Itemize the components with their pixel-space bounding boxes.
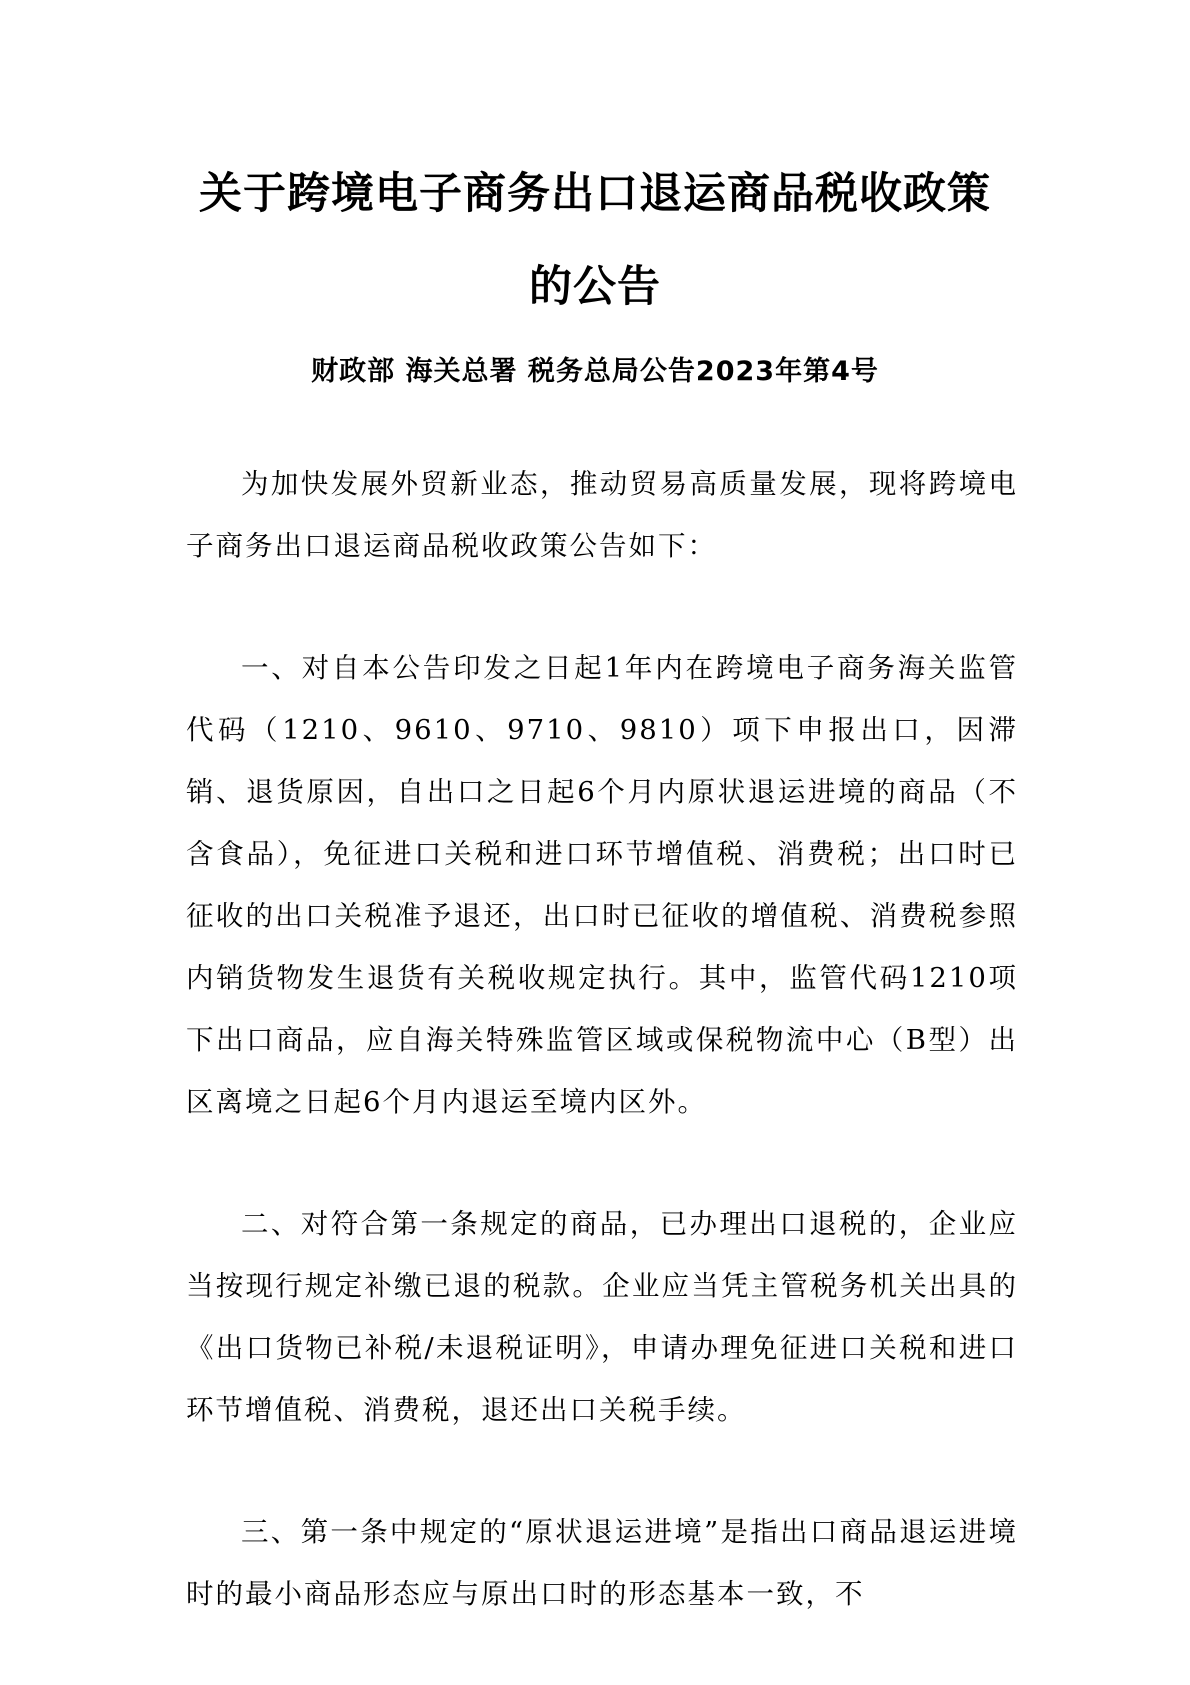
paragraph-article-3: 三、第一条中规定的“原状退运进境”是指出口商品退运进境时的最小商品形态应与原出口时的形态基本一致，不 xyxy=(186,1516,1018,1610)
paragraph-article-2: 二、对符合第一条规定的商品，已办理出口退税的，企业应当按现行规定补缴已退的税款。企业应当凭主管税务机关出具的《出口货物已补税/未退税证明》，申请办理免征进口关税和进口环节增值税、消费税，退还出口关税手续。 xyxy=(186,1208,1018,1426)
document-body xyxy=(186,453,1018,1685)
paragraph-intro: 为加快发展外贸新业态，推动贸易高质量发展，现将跨境电子商务出口退运商品税收政策公告如下： xyxy=(186,468,1018,562)
paragraph-article-1: 一、对自本公告印发之日起1年内在跨境电子商务海关监管代码（1210、9610、9710、9810）项下申报出口，因滞销、退货原因，自出口之日起6个月内原状退运进境的商品（不含食品），免征进口关税和进口环节增值税、消费税；出口时已征收的出口关税准予退还，出口时已征收的增值税、消费税参照内销货物发生退货有关税收规定执行。其中，监管代码1210项下出口商品，应自海关特殊监管区域或保税物流中心（B型）出区离境之日起6个月内退运至境内区外。 xyxy=(186,652,1018,1118)
document-title-line-1: 关于跨境电子商务出口退运商品税收政策 xyxy=(199,169,991,219)
document-number: 财政部 海关总署 税务总局公告2023年第4号 xyxy=(311,356,879,387)
document-title-line-2: 的公告 xyxy=(529,262,661,312)
